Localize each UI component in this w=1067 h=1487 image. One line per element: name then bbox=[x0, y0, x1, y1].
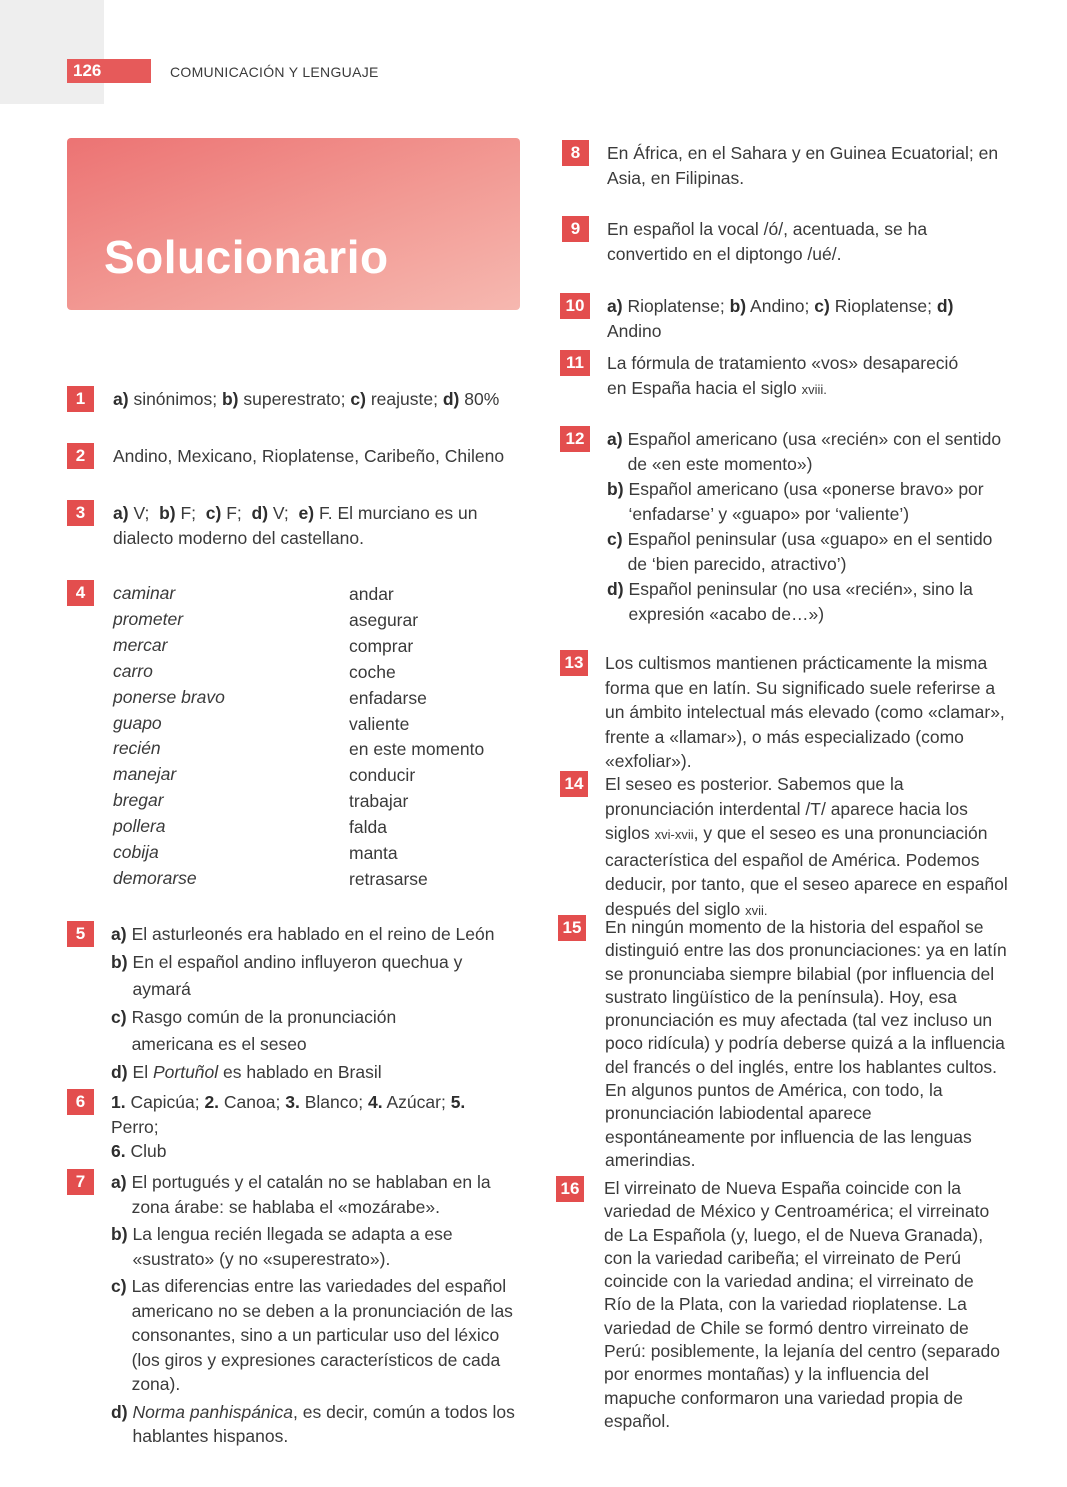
answer-number: 13 bbox=[560, 650, 588, 676]
answer-number: 2 bbox=[67, 443, 94, 469]
answer-number: 6 bbox=[67, 1089, 94, 1115]
answer-number: 10 bbox=[560, 293, 590, 319]
answer-text: a) V; b) F; c) F; d) V; e) F. El murciano es un dialecto moderno del castellano. bbox=[113, 503, 478, 548]
answer-text: a) sinónimos; b) superestrato; c) reajuste; d) 80% bbox=[113, 389, 500, 409]
answer-number: 11 bbox=[560, 350, 590, 376]
answer-number: 3 bbox=[67, 500, 94, 526]
answer-text: El virreinato de Nueva España coincide con la variedad de México y Centroamérica; el virreinato de La Española (y, luego, el de Nueva Granada), con la variedad caribeña; el virreinato de Perú coincide con la variedad andina; el virreinato de Río de la Plata, con la variedad rioplatense. La variedad de Chile se formó dentro virreinato de Perú: posiblemente, la lejanía del centro (separado por enormes montañas) y la influencia del mapuche conformaron una variedad propia de español. bbox=[604, 1178, 1000, 1431]
running-header: COMUNICACIÓN Y LENGUAJE bbox=[170, 64, 379, 80]
synonym-list-left: caminar prometer mercar carro ponerse bravo guapo recién manejar bregar pollera cobija demorarse bbox=[113, 583, 225, 888]
answer-text: a) Rioplatense; b) Andino; c) Rioplatense; d) Andino bbox=[607, 296, 954, 341]
answer-number: 15 bbox=[558, 915, 586, 941]
answer-text: En ningún momento de la historia del español se distinguió entre las dos pronunciaciones: ya en latín se pronunciaba siempre bilabial (por influencia del sustrato lingüístico de la península). Hoy, esa pronunciación es muy afectada (tal vez incluso un poco ridícula) y podría deberse quizá a la influencia del francés o del inglés, entre los hablantes cultos. En algunos puntos de América, con todo, la pronunciación labiodental aparece espontáneamente por influencia de las lenguas amerindias. bbox=[605, 917, 1007, 1170]
answer-text: a) Español americano (usa «recién» con el sentido de «en este momento») b) Español americano (usa «ponerse bravo» por ‘enfadarse’ y «guapo» por ‘valiente’) c) Español peninsular (usa «guapo» en el sentido de ‘bien parecido, atractivo’) d) Español peninsular (no usa «recién», sino la expresión «acabo de…») bbox=[607, 429, 1002, 624]
answer-text: En español la vocal /ó/, acentuada, se ha convertido en el diptongo /ué/. bbox=[607, 219, 928, 264]
answer-text: Los cultismos mantienen prácticamente la misma forma que en latín. Su significado suele referirse a un ámbito intelectual más elevado (como «clamar», frente a «llamar»), o más especializado (como «exfoliar»). bbox=[605, 653, 1005, 771]
answer-number: 5 bbox=[67, 921, 94, 947]
answer-text: 1. Capicúa; 2. Canoa; 3. Blanco; 4. Azúcar; 5. Perro; 6. Club bbox=[111, 1092, 466, 1161]
answer-number: 14 bbox=[560, 771, 588, 797]
title-banner bbox=[67, 138, 520, 310]
answer-4 bbox=[67, 580, 527, 890]
page-number: 126 bbox=[67, 59, 151, 83]
synonym-list-right: andar asegurar comprar coche enfadarse valiente en este momento conducir trabajar falda manta retrasarse bbox=[349, 584, 485, 889]
corner-shade bbox=[0, 0, 104, 104]
answer-text: La fórmula de tratamiento «vos» desapareció en España hacia el siglo xviii. bbox=[607, 353, 959, 398]
answer-number: 7 bbox=[67, 1169, 94, 1195]
answer-number: 1 bbox=[67, 386, 94, 412]
answer-number: 4 bbox=[67, 580, 94, 606]
page-title: Solucionario bbox=[104, 231, 389, 283]
answer-text: El seseo es posterior. Sabemos que la pronunciación interdental /T/ aparece hacia los siglos xvi-xvii, y que el seseo es una pronunciación característica del español de América. Podemos deducir, por tanto, que el seseo aparece en español después del siglo xvii. bbox=[605, 774, 1008, 919]
answer-number: 9 bbox=[562, 216, 589, 242]
answer-number: 8 bbox=[562, 140, 589, 166]
answer-text: Andino, Mexicano, Rioplatense, Caribeño, Chileno bbox=[113, 446, 505, 466]
answer-text: En África, en el Sahara y en Guinea Ecuatorial; en Asia, en Filipinas. bbox=[607, 143, 999, 188]
answer-text: a) El asturleonés era hablado en el reino de León b) En el español andino influyeron quechua y aymará c) Rasgo común de la pronunciación americana es el seseo d) El Portuñol es hablado en Brasil bbox=[111, 924, 495, 1082]
answer-text: a) El portugués y el catalán no se hablaban en la zona árabe: se hablaba el «mozárabe». b) La lengua recién llegada se adapta a ese «sustrato» (y no «superestrato»). c) Las diferencias entre las variedades del español americano no se deben a la pronunciación de las consonantes, sino a un particular uso del léxico (los giros y expresiones característicos de cada zona). d) Norma panhispánica, es decir, común a todos los hablantes hispanos. bbox=[111, 1172, 515, 1446]
answer-number: 16 bbox=[556, 1176, 584, 1202]
answer-number: 12 bbox=[560, 426, 590, 452]
